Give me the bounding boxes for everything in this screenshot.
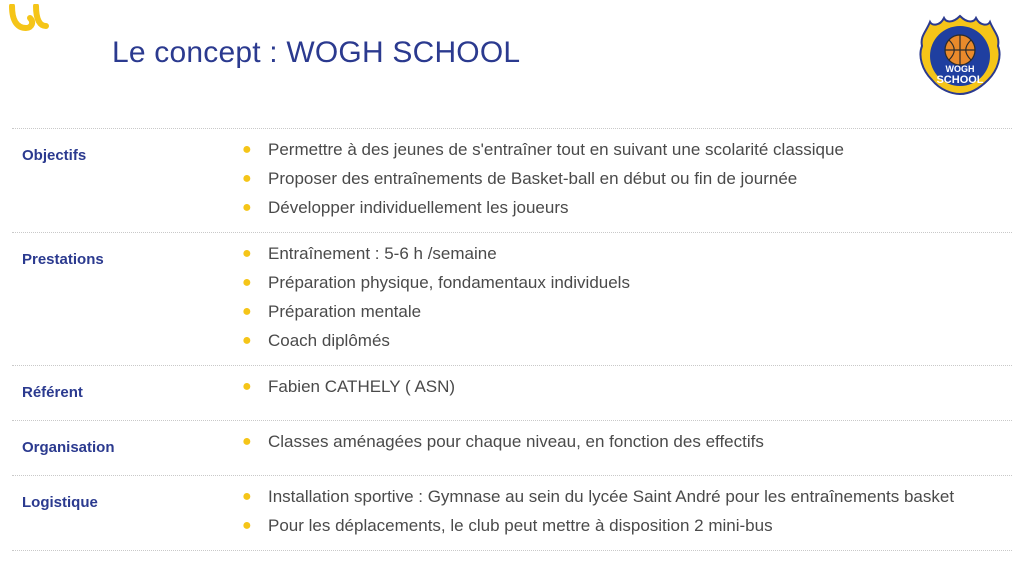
list-item	[240, 374, 1012, 400]
bullet-dot-icon: ●	[242, 517, 252, 534]
row-content-objectifs	[224, 135, 1012, 224]
bullet-text: Installation sportive : Gymnase au sein du lycée Saint André pour les entraînements basket	[268, 487, 955, 506]
table-row	[12, 366, 1012, 421]
table-row	[12, 128, 1012, 233]
bullet-dot-icon: ●	[242, 488, 252, 505]
table-row	[12, 233, 1012, 366]
bullet-dot-icon: ●	[242, 378, 252, 395]
list-item	[240, 241, 1012, 267]
list-item	[240, 429, 1012, 455]
row-label-prestations: Prestations	[22, 250, 104, 268]
list-item	[240, 195, 1012, 221]
row-content-referent	[224, 372, 1012, 403]
bullet-text: Classes aménagées pour chaque niveau, en fonction des effectifs	[268, 432, 764, 451]
row-content-prestations	[224, 239, 1012, 357]
bullet-text: Pour les déplacements, le club peut mettre à disposition 2 mini-bus	[268, 516, 773, 535]
bullet-dot-icon: ●	[242, 199, 252, 216]
bullet-text: Développer individuellement les joueurs	[268, 198, 569, 217]
bullet-dot-icon: ●	[242, 332, 252, 349]
table-row	[12, 476, 1012, 551]
bullet-dot-icon: ●	[242, 141, 252, 158]
bullet-dot-icon: ●	[242, 303, 252, 320]
wogh-school-badge-icon	[918, 14, 1002, 98]
badge-label-top: WOGH	[945, 64, 975, 74]
row-content-organisation	[224, 427, 1012, 458]
list-item	[240, 299, 1012, 325]
concept-table	[12, 128, 1012, 551]
bullet-text: Permettre à des jeunes de s'entraîner tout en suivant une scolarité classique	[268, 140, 844, 159]
list-item	[240, 513, 1012, 539]
bullet-text: Entraînement : 5-6 h /semaine	[268, 244, 497, 263]
list-item	[240, 328, 1012, 354]
row-label-logistique: Logistique	[22, 493, 98, 511]
bullet-dot-icon: ●	[242, 433, 252, 450]
bullet-dot-icon: ●	[242, 170, 252, 187]
bullet-dot-icon: ●	[242, 245, 252, 262]
bullet-text: Préparation physique, fondamentaux individuels	[268, 273, 630, 292]
table-row	[12, 421, 1012, 476]
list-item	[240, 137, 1012, 163]
row-label-organisation: Organisation	[22, 438, 115, 456]
bullet-text: Fabien CATHELY ( ASN)	[268, 377, 456, 396]
list-item	[240, 166, 1012, 192]
badge-label-bottom: SCHOOL	[936, 74, 984, 86]
list-item	[240, 270, 1012, 296]
bullet-text: Proposer des entraînements de Basket-ball en début ou fin de journée	[268, 169, 798, 188]
bullet-dot-icon: ●	[242, 274, 252, 291]
row-label-referent: Référent	[22, 383, 83, 401]
page-title: Le concept : WOGH SCHOOL	[112, 36, 521, 69]
bullet-text: Coach diplômés	[268, 331, 390, 350]
list-item	[240, 484, 1012, 510]
row-label-objectifs: Objectifs	[22, 146, 87, 164]
slide-right-edge	[1020, 0, 1024, 585]
slide-header	[0, 0, 1024, 110]
bullet-text: Préparation mentale	[268, 302, 422, 321]
row-content-logistique	[224, 482, 1012, 542]
